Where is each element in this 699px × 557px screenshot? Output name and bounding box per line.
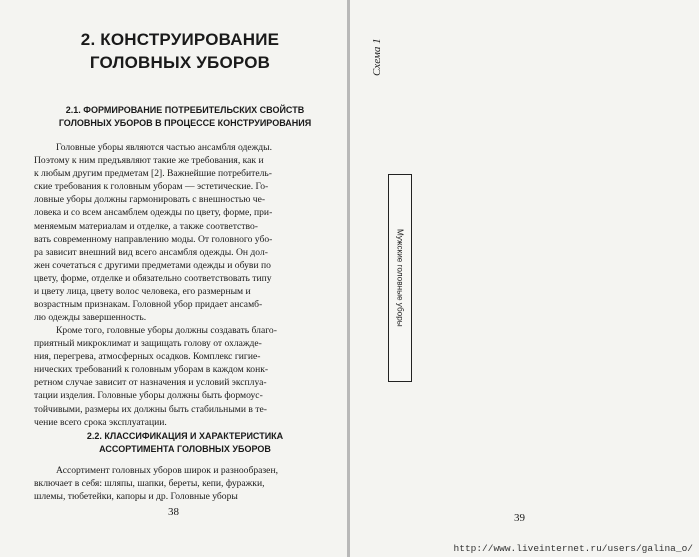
- root-box: [388, 174, 412, 382]
- scheme-label: Схема 1: [371, 38, 383, 76]
- footer-url: http://www.liveinternet.ru/users/galina_o/: [453, 543, 693, 554]
- root-box-text: [395, 229, 405, 327]
- text-line: и цвету лица, цвету волос человека, его размерным и: [34, 286, 251, 298]
- paragraph-1: [34, 141, 334, 324]
- text-line: ния, перегрева, атмосферных осадков. Комплекс гигие-: [34, 351, 261, 363]
- text-line: ловека и со всем ансамблем одежды по цвету, форме, при-: [34, 207, 273, 219]
- text-line: ловные уборы должны гармонировать с внешностью че-: [34, 194, 266, 206]
- text-line: жен сочетаться с другими предметами одежды и обуви по: [34, 259, 271, 271]
- section1-line2: ГОЛОВНЫХ УБОРОВ В ПРОЦЕССЕ КОНСТРУИРОВАНИЯ: [58, 118, 312, 128]
- text-line: вать современному направлению моды. От головного убо-: [34, 233, 273, 245]
- left-page: [0, 0, 347, 557]
- chapter-title-line1: 2. КОНСТРУИРОВАНИЕ: [80, 30, 280, 49]
- text-line: цвету, форме, отделке и обязательно соответствовать типу: [34, 272, 272, 284]
- text-line: приятный микроклимат и защищать голову от охлажде-: [34, 338, 262, 350]
- text-line: тойчивыми, размеры их должны быть стабильными в те-: [34, 403, 267, 415]
- text-line: Поэтому к ним предъявляют такие же требования, как и: [34, 155, 264, 167]
- text-line: возрастным признакам. Головной убор придает ансамб-: [34, 299, 263, 311]
- text-line: нических требований к головным уборам в каждом конк-: [34, 364, 269, 376]
- paragraph-2: [34, 324, 334, 429]
- page-number-right: 39: [514, 512, 525, 524]
- text-line: к любым другим предметам [2]. Важнейшие потребитель-: [34, 168, 272, 180]
- text-line: лю одежды завершенность.: [34, 312, 147, 324]
- chapter-title: [30, 28, 330, 74]
- text-line: чение всего срока эксплуатации.: [34, 416, 167, 428]
- text-line: включает в себя: шляпы, шапки, береты, кепи, фуражки,: [34, 478, 265, 490]
- text-line: ретном случае зависит от назначения и условий эксплуа-: [34, 377, 267, 389]
- text-line: ские требования к головным уборам — эстетические. Го-: [34, 181, 269, 193]
- section-heading-2-1: [40, 104, 330, 130]
- text-line: ра зависит внешний вид всего ансамбля одежды. Он дол-: [34, 246, 268, 258]
- text-line: шлемы, тюбетейки, капоры и др. Головные уборы: [34, 491, 238, 503]
- section2-line1: 2.2. КЛАССИФИКАЦИЯ И ХАРАКТЕРИСТИКА: [86, 431, 284, 441]
- section1-line1: 2.1. ФОРМИРОВАНИЕ ПОТРЕБИТЕЛЬСКИХ СВОЙСТВ: [65, 105, 305, 115]
- text-line: тации изделия. Головные уборы должны быть формоус-: [34, 390, 263, 402]
- text-line: меняемым материалам и отделке, а также соответство-: [34, 220, 258, 232]
- text-line: Кроме того, головные уборы должны создавать благо-: [56, 325, 277, 336]
- page-number-left: 38: [168, 506, 179, 518]
- text-line: Ассортимент головных уборов широк и разнообразен,: [56, 465, 278, 476]
- text-line: Головные уборы являются частью ансамбля одежды.: [56, 142, 272, 153]
- chapter-title-line2: ГОЛОВНЫХ УБОРОВ: [89, 53, 271, 72]
- section2-line2: АССОРТИМЕНТА ГОЛОВНЫХ УБОРОВ: [99, 444, 271, 454]
- section-heading-2-2: [40, 430, 330, 456]
- paragraph-3: [34, 464, 334, 503]
- box-line: Мужские головные уборы: [395, 229, 405, 327]
